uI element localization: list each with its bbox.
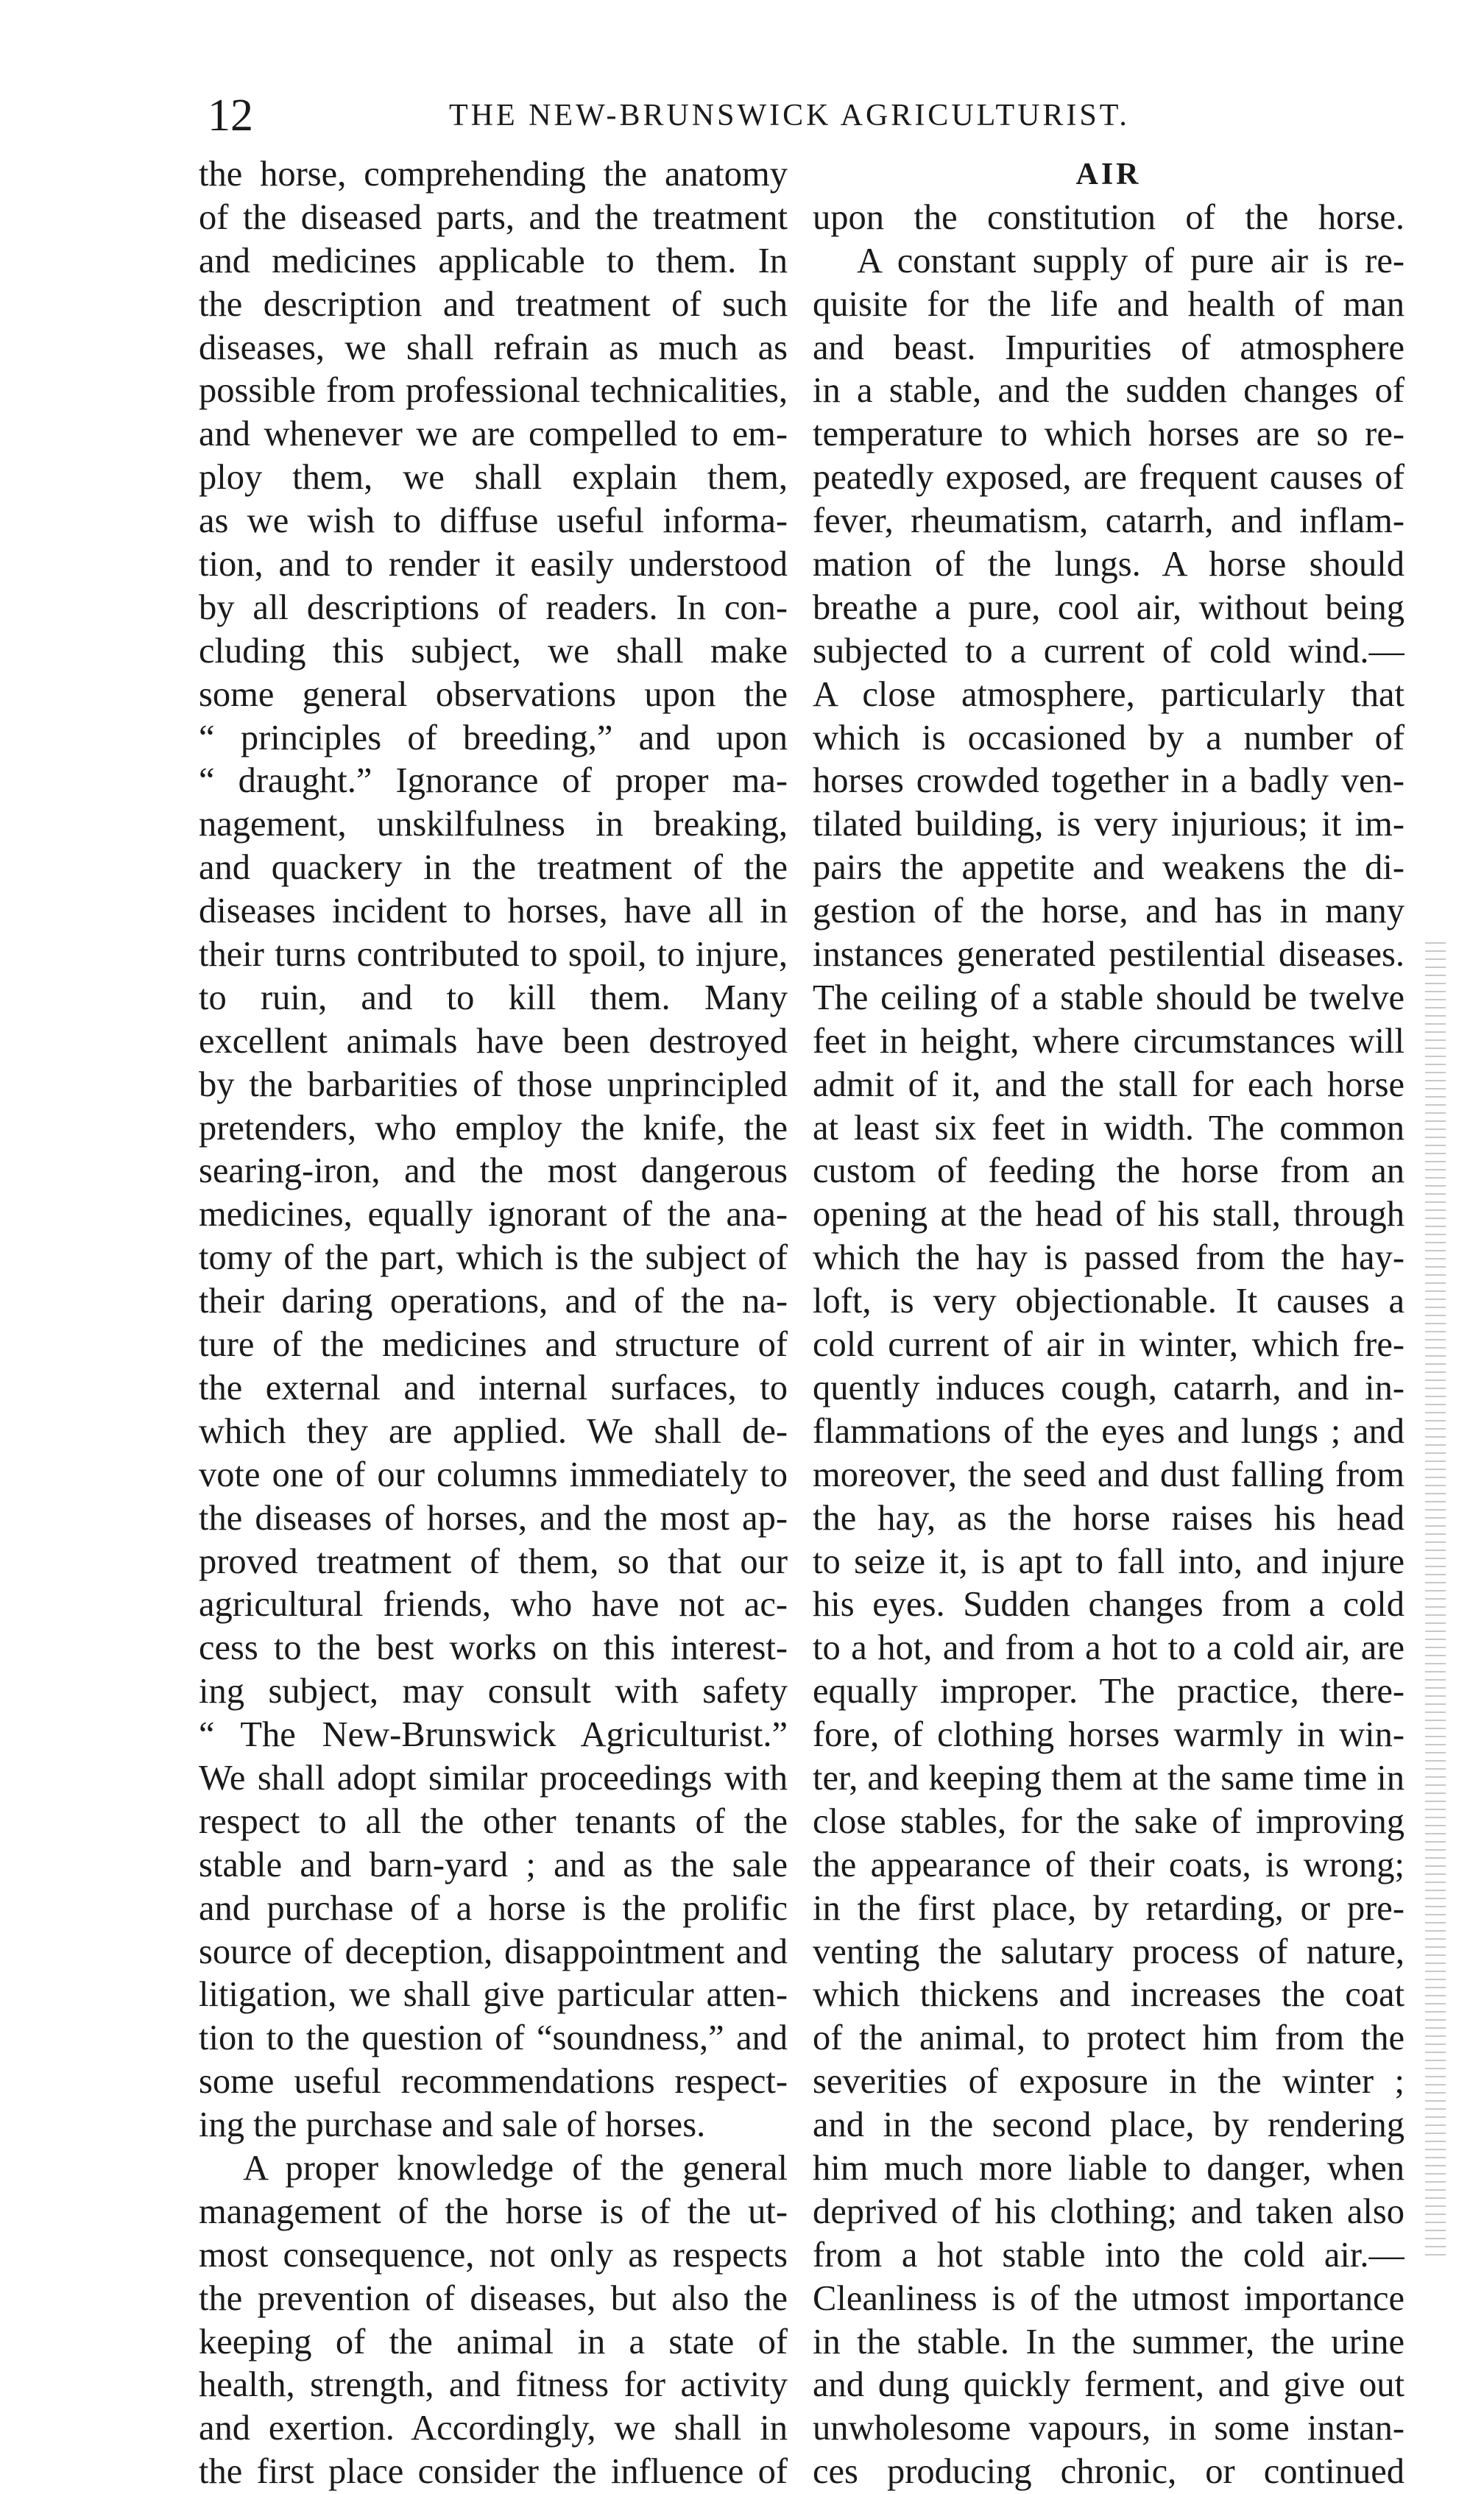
text-line: quisite for the life and health of man bbox=[813, 284, 1404, 324]
text-line: Cleanliness is of the utmost importance bbox=[813, 2278, 1404, 2318]
text-line: respect to all the other tenants of the bbox=[199, 1801, 788, 1841]
text-line: ing subject, may consult with safety bbox=[199, 1672, 788, 1711]
text-line: as we wish to diffuse useful informa- bbox=[199, 501, 788, 541]
text-line: searing-iron, and the most dangerous bbox=[199, 1151, 788, 1191]
text-line: tomy of the part, which is the subject of bbox=[199, 1238, 788, 1278]
text-line: and in the second place, by rendering bbox=[813, 2105, 1404, 2145]
text-line: possible from professional technicalities, bbox=[199, 371, 788, 411]
text-line: tilated building, is very injurious; it im- bbox=[813, 805, 1404, 844]
text-line: custom of feeding the horse from an bbox=[813, 1151, 1404, 1191]
text-line: feet in height, where circumstances will bbox=[813, 1021, 1404, 1061]
page-header bbox=[199, 82, 1406, 149]
text-line: to seize it, is apt to fall into, and injure bbox=[813, 1541, 1404, 1581]
text-line: nagement, unskilfulness in breaking, bbox=[199, 805, 788, 844]
text-line: most consequence, not only as respects bbox=[199, 2235, 788, 2275]
text-line: The ceiling of a stable should be twelve bbox=[813, 978, 1404, 1017]
text-line: tion to the question of “soundness,” and bbox=[199, 2018, 788, 2058]
text-line: A constant supply of pure air is re- bbox=[857, 241, 1404, 280]
text-line: their turns contributed to spoil, to injure, bbox=[199, 935, 788, 975]
text-line: loft, is very objectionable. It causes a bbox=[813, 1282, 1404, 1321]
page-number: 12 bbox=[208, 91, 253, 141]
text-line: of the animal, to protect him from the bbox=[813, 2018, 1404, 2058]
text-line: to a hot, and from a hot to a cold air, are bbox=[813, 1628, 1404, 1668]
text-line: which they are applied. We shall de- bbox=[199, 1411, 788, 1451]
text-line: which is occasioned by a number of bbox=[813, 718, 1404, 757]
text-line: temperature to which horses are so re- bbox=[813, 414, 1404, 454]
text-line: fever, rheumatism, catarrh, and inflam- bbox=[813, 501, 1404, 541]
text-line: “ The New-Brunswick Agriculturist.” bbox=[199, 1715, 788, 1755]
text-line: excellent animals have been destroyed bbox=[199, 1021, 788, 1061]
text-line: “ principles of breeding,” and upon bbox=[199, 718, 788, 757]
text-line: admit of it, and the stall for each horse bbox=[813, 1064, 1404, 1104]
text-line: proved treatment of them, so that our bbox=[199, 1541, 788, 1581]
text-line: diseases, we shall refrain as much as bbox=[199, 328, 788, 367]
text-line: diseases incident to horses, have all in bbox=[199, 891, 788, 931]
scan-edge-noise bbox=[1425, 942, 1446, 2260]
text-line: some useful recommendations respect- bbox=[199, 2062, 788, 2102]
text-line: in a stable, and the sudden changes of bbox=[813, 371, 1404, 411]
text-line: his eyes. Sudden changes from a cold bbox=[813, 1585, 1404, 1625]
text-line: ces producing chronic, or continued bbox=[813, 2452, 1404, 2492]
text-line: A proper knowledge of the general bbox=[243, 2148, 788, 2188]
text-line: ter, and keeping them at the same time in bbox=[813, 1758, 1404, 1798]
text-line: vote one of our columns immediately to bbox=[199, 1455, 788, 1494]
text-line: quently induces cough, catarrh, and in- bbox=[813, 1368, 1404, 1407]
text-line: from a hot stable into the cold air.— bbox=[813, 2235, 1404, 2275]
text-line: agricultural friends, who have not ac- bbox=[199, 1585, 788, 1625]
text-line: subjected to a current of cold wind.— bbox=[813, 631, 1404, 671]
text-line: the horse, comprehending the anatomy bbox=[199, 155, 788, 194]
text-line: pretenders, who employ the knife, the bbox=[199, 1108, 788, 1148]
text-line: equally improper. The practice, there- bbox=[813, 1672, 1404, 1711]
text-line: instances generated pestilential diseases. bbox=[813, 935, 1404, 975]
text-line: peatedly exposed, are frequent causes of bbox=[813, 458, 1404, 498]
text-line: their daring operations, and of the na- bbox=[199, 1282, 788, 1321]
text-line: flammations of the eyes and lungs ; and bbox=[813, 1411, 1404, 1451]
text-line: and medicines applicable to them. In bbox=[199, 241, 788, 280]
text-line: the prevention of diseases, but also the bbox=[199, 2278, 788, 2318]
text-line: cluding this subject, we shall make bbox=[199, 631, 788, 671]
text-line: We shall adopt similar proceedings with bbox=[199, 1758, 788, 1798]
text-line: horses crowded together in a badly ven- bbox=[813, 761, 1404, 801]
text-line: by the barbarities of those unprincipled bbox=[199, 1064, 788, 1104]
text-line: which the hay is passed from the hay- bbox=[813, 1238, 1404, 1278]
text-line: breathe a pure, cool air, without being bbox=[813, 587, 1404, 627]
text-line: the diseases of horses, and the most ap- bbox=[199, 1498, 788, 1538]
text-line: in the stable. In the summer, the urine bbox=[813, 2322, 1404, 2361]
text-line: keeping of the animal in a state of bbox=[199, 2322, 788, 2361]
text-line: some general observations upon the bbox=[199, 674, 788, 714]
text-line: and purchase of a horse is the prolific bbox=[199, 1888, 788, 1928]
text-line: the description and treatment of such bbox=[199, 284, 788, 324]
text-line: in the first place, by retarding, or pre- bbox=[813, 1888, 1404, 1928]
text-line: source of deception, disappointment and bbox=[199, 1932, 788, 1971]
text-line: the hay, as the horse raises his head bbox=[813, 1498, 1404, 1538]
text-line: and beast. Impurities of atmosphere bbox=[813, 328, 1404, 367]
text-line: and dung quickly ferment, and give out bbox=[813, 2365, 1404, 2405]
text-line: by all descriptions of readers. In con- bbox=[199, 587, 788, 627]
text-line: tion, and to render it easily understood bbox=[199, 545, 788, 584]
text-line: management of the horse is of the ut- bbox=[199, 2191, 788, 2231]
text-line: deprived of his clothing; and taken also bbox=[813, 2191, 1404, 2231]
text-line: mation of the lungs. A horse should bbox=[813, 545, 1404, 584]
text-line: litigation, we shall give particular atten- bbox=[199, 1975, 788, 2015]
text-line: A close atmosphere, particularly that bbox=[813, 674, 1404, 714]
text-line: gestion of the horse, and has in many bbox=[813, 891, 1404, 931]
text-line: cold current of air in winter, which fre- bbox=[813, 1325, 1404, 1365]
text-line: of the diseased parts, and the treatment bbox=[199, 197, 788, 237]
right-column bbox=[813, 153, 1404, 2494]
running-head: THE NEW-BRUNSWICK AGRICULTURIST. bbox=[449, 99, 1130, 133]
text-line: and whenever we are compelled to em- bbox=[199, 414, 788, 454]
text-line: the first place consider the influence of bbox=[199, 2452, 788, 2492]
text-line: the appearance of their coats, is wrong; bbox=[813, 1845, 1404, 1884]
text-line: moreover, the seed and dust falling from bbox=[813, 1455, 1404, 1494]
text-line: him much more liable to danger, when bbox=[813, 2148, 1404, 2188]
text-line: medicines, equally ignorant of the ana- bbox=[199, 1195, 788, 1234]
text-line: the external and internal surfaces, to bbox=[199, 1368, 788, 1407]
text-line: upon the constitution of the horse. bbox=[813, 197, 1404, 237]
text-line: ing the purchase and sale of horses. bbox=[199, 2105, 706, 2145]
text-line: stable and barn-yard ; and as the sale bbox=[199, 1845, 788, 1884]
text-line: “ draught.” Ignorance of proper ma- bbox=[199, 761, 788, 801]
text-line: cess to the best works on this interest- bbox=[199, 1628, 788, 1668]
section-heading: AIR bbox=[1075, 158, 1142, 191]
text-line: and quackery in the treatment of the bbox=[199, 848, 788, 888]
text-line: at least six feet in width. The common bbox=[813, 1108, 1404, 1148]
text-line: opening at the head of his stall, through bbox=[813, 1195, 1404, 1234]
text-line: severities of exposure in the winter ; bbox=[813, 2062, 1404, 2102]
text-line: health, strength, and fitness for activity bbox=[199, 2365, 788, 2405]
text-line: and exertion. Accordingly, we shall in bbox=[199, 2409, 788, 2448]
text-line: ture of the medicines and structure of bbox=[199, 1325, 788, 1365]
text-line: fore, of clothing horses warmly in win- bbox=[813, 1715, 1404, 1755]
text-line: to ruin, and to kill them. Many bbox=[199, 978, 788, 1017]
text-line: pairs the appetite and weakens the di- bbox=[813, 848, 1404, 888]
text-line: venting the salutary process of nature, bbox=[813, 1932, 1404, 1971]
text-line: which thickens and increases the coat bbox=[813, 1975, 1404, 2015]
text-line: unwholesome vapours, in some instan- bbox=[813, 2409, 1404, 2448]
text-line: ploy them, we shall explain them, bbox=[199, 458, 788, 498]
text-line: close stables, for the sake of improving bbox=[813, 1801, 1404, 1841]
left-column bbox=[199, 153, 788, 2494]
